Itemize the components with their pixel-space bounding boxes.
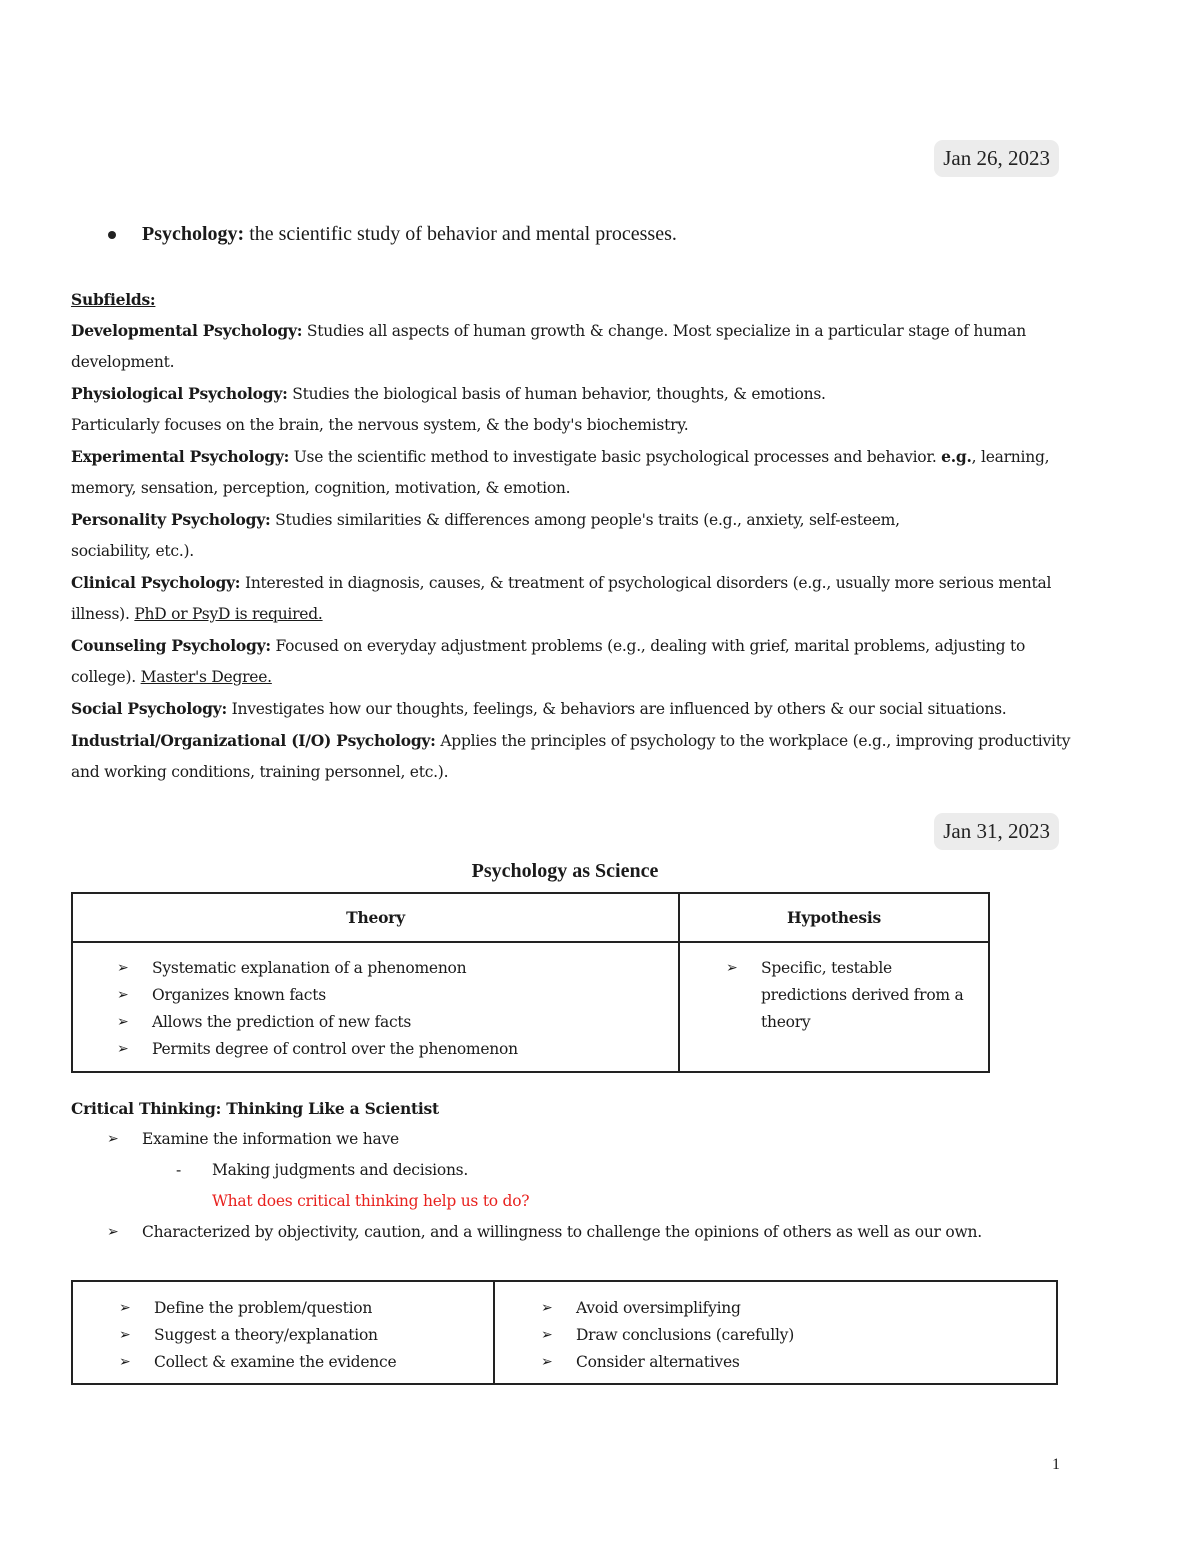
subfield-term: Developmental Psychology:: [71, 321, 303, 340]
arrow-bullet-icon: ➢: [119, 1327, 131, 1343]
theory-list: [73, 943, 678, 1063]
subfield-term: Counseling Psychology:: [71, 636, 271, 655]
subfield-term: Industrial/Organizational (I/O) Psychology:: [71, 731, 436, 750]
subfield-term: Social Psychology:: [71, 699, 227, 718]
date-chip[interactable]: Jan 31, 2023: [934, 813, 1059, 850]
subfield-personality-cont: sociability, etc.).: [71, 542, 194, 560]
subfield-term: Experimental Psychology:: [71, 447, 290, 466]
list-item-text: Organizes known facts: [152, 986, 326, 1004]
list-item-text: Define the problem/question: [154, 1299, 373, 1317]
arrow-bullet-icon: ➢: [107, 1131, 119, 1147]
list-item-text: Specific, testable predictions derived from a theory: [761, 959, 964, 1031]
subfield-note: PhD or PsyD is required.: [134, 605, 323, 623]
subfield-text: Investigates how our thoughts, feelings, & behaviors are influenced by others & our social situations.: [226, 700, 1007, 718]
list-item-text: Allows the prediction of new facts: [152, 1013, 412, 1031]
critical-thinking-title: Critical Thinking: Thinking Like a Scientist: [71, 1099, 439, 1118]
list-item-text: Collect & examine the evidence: [154, 1353, 397, 1371]
subfield-io: [71, 725, 1071, 788]
list-item-text: Permits degree of control over the phenomenon: [152, 1040, 518, 1058]
subfield-physiological: [71, 378, 1071, 410]
steps-right-list: [495, 1282, 1056, 1376]
subfield-text: Applies the principles of psychology to the workplace (e.g., improving productivity and working conditions, training personnel, etc.).: [71, 732, 1071, 781]
arrow-bullet-icon: ➢: [119, 1354, 131, 1370]
science-table: [71, 892, 990, 1073]
list-item: [119, 1322, 493, 1349]
subfield-physiological-note: Particularly focuses on the brain, the nervous system, & the body's biochemistry.: [71, 416, 689, 434]
list-item: [119, 1295, 493, 1322]
arrow-bullet-icon: ➢: [541, 1300, 553, 1316]
subfield-counseling: [71, 630, 1071, 693]
list-item: [726, 955, 972, 1036]
date-chip[interactable]: Jan 26, 2023: [934, 140, 1059, 177]
theory-header: Theory: [72, 893, 679, 942]
bullet-dot-icon: [108, 231, 116, 239]
dash-bullet: -: [176, 1161, 181, 1179]
arrow-bullet-icon: ➢: [117, 1014, 129, 1030]
subfield-term: Clinical Psychology:: [71, 573, 241, 592]
hypothesis-header: Hypothesis: [679, 893, 989, 942]
arrow-bullet-icon: ➢: [541, 1354, 553, 1370]
arrow-bullet-icon: ➢: [117, 1041, 129, 1057]
subfields-heading: Subfields:: [71, 290, 156, 309]
theory-cell: [72, 942, 679, 1072]
subfield-experimental: [71, 441, 1071, 504]
steps-table: [71, 1280, 1058, 1385]
steps-left-cell: [72, 1281, 494, 1384]
science-table-title: Psychology as Science: [471, 860, 659, 882]
list-item: [541, 1322, 1056, 1349]
subfield-clinical: [71, 567, 1071, 630]
subfield-term: Personality Psychology:: [71, 510, 271, 529]
list-item-text: Suggest a theory/explanation: [154, 1326, 378, 1344]
list-item: [117, 955, 678, 982]
list-item-text: Draw conclusions (carefully): [576, 1326, 794, 1344]
subfield-personality: [71, 504, 1071, 536]
critical-item-text: Characterized by objectivity, caution, and a willingness to challenge the opinions of others as well as our own.: [142, 1223, 982, 1241]
steps-right-cell: [494, 1281, 1057, 1384]
list-item-text: Consider alternatives: [576, 1353, 740, 1371]
list-item: [117, 982, 678, 1009]
subfield-text: Studies similarities & differences among people's traits (e.g., anxiety, self-esteem,: [270, 511, 900, 529]
subfield-text: Focused on everyday adjustment problems (e.g., dealing with grief, marital problems, adjusting to college).: [71, 637, 1026, 686]
list-item: [117, 1036, 678, 1063]
subfield-term: Physiological Psychology:: [71, 384, 288, 403]
arrow-bullet-icon: ➢: [119, 1300, 131, 1316]
hypothesis-list: [680, 943, 988, 1036]
definition-body: the scientific study of behavior and mental processes.: [244, 223, 677, 245]
page-number: 1: [1052, 1456, 1060, 1473]
list-item: [117, 1009, 678, 1036]
arrow-bullet-icon: ➢: [107, 1224, 119, 1240]
subfield-text: Interested in diagnosis, causes, & treatment of psychological disorders (e.g., usually more serious mental illness).: [71, 574, 1052, 623]
subfield-text: , learning, memory, sensation, perception, cognition, motivation, & emotion.: [71, 448, 1050, 497]
steps-left-list: [73, 1282, 493, 1376]
hypothesis-cell: [679, 942, 989, 1072]
subfield-text: Studies the biological basis of human behavior, thoughts, & emotions.: [287, 385, 826, 403]
critical-thinking-section: [71, 1093, 1121, 1248]
critical-subitem: [71, 1155, 1121, 1186]
list-item: [541, 1349, 1056, 1376]
subfield-developmental: [71, 315, 1071, 378]
list-item: [119, 1349, 493, 1376]
subfield-text: Studies all aspects of human growth & change. Most specialize in a particular stage of human development.: [71, 322, 1027, 371]
subfields-section: [71, 284, 1071, 788]
critical-question: What does critical thinking help us to do?: [212, 1192, 530, 1210]
list-item-text: Systematic explanation of a phenomenon: [152, 959, 467, 977]
definition-text: [142, 218, 677, 250]
critical-item: [71, 1124, 1121, 1155]
subfield-social: [71, 693, 1071, 725]
subfield-note: Master's Degree.: [140, 668, 272, 686]
arrow-bullet-icon: ➢: [117, 960, 129, 976]
arrow-bullet-icon: ➢: [117, 987, 129, 1003]
critical-subitem-text: Making judgments and decisions.: [212, 1161, 469, 1179]
arrow-bullet-icon: ➢: [541, 1327, 553, 1343]
list-item: [541, 1295, 1056, 1322]
critical-item: [71, 1217, 1121, 1248]
subfield-eg: e.g.: [941, 447, 972, 466]
critical-item-text: Examine the information we have: [142, 1130, 399, 1148]
arrow-bullet-icon: ➢: [726, 960, 738, 976]
list-item-text: Avoid oversimplifying: [576, 1299, 741, 1317]
subfield-text: Use the scientific method to investigate basic psychological processes and behavior.: [289, 448, 942, 466]
definition-term: Psychology:: [142, 223, 245, 245]
